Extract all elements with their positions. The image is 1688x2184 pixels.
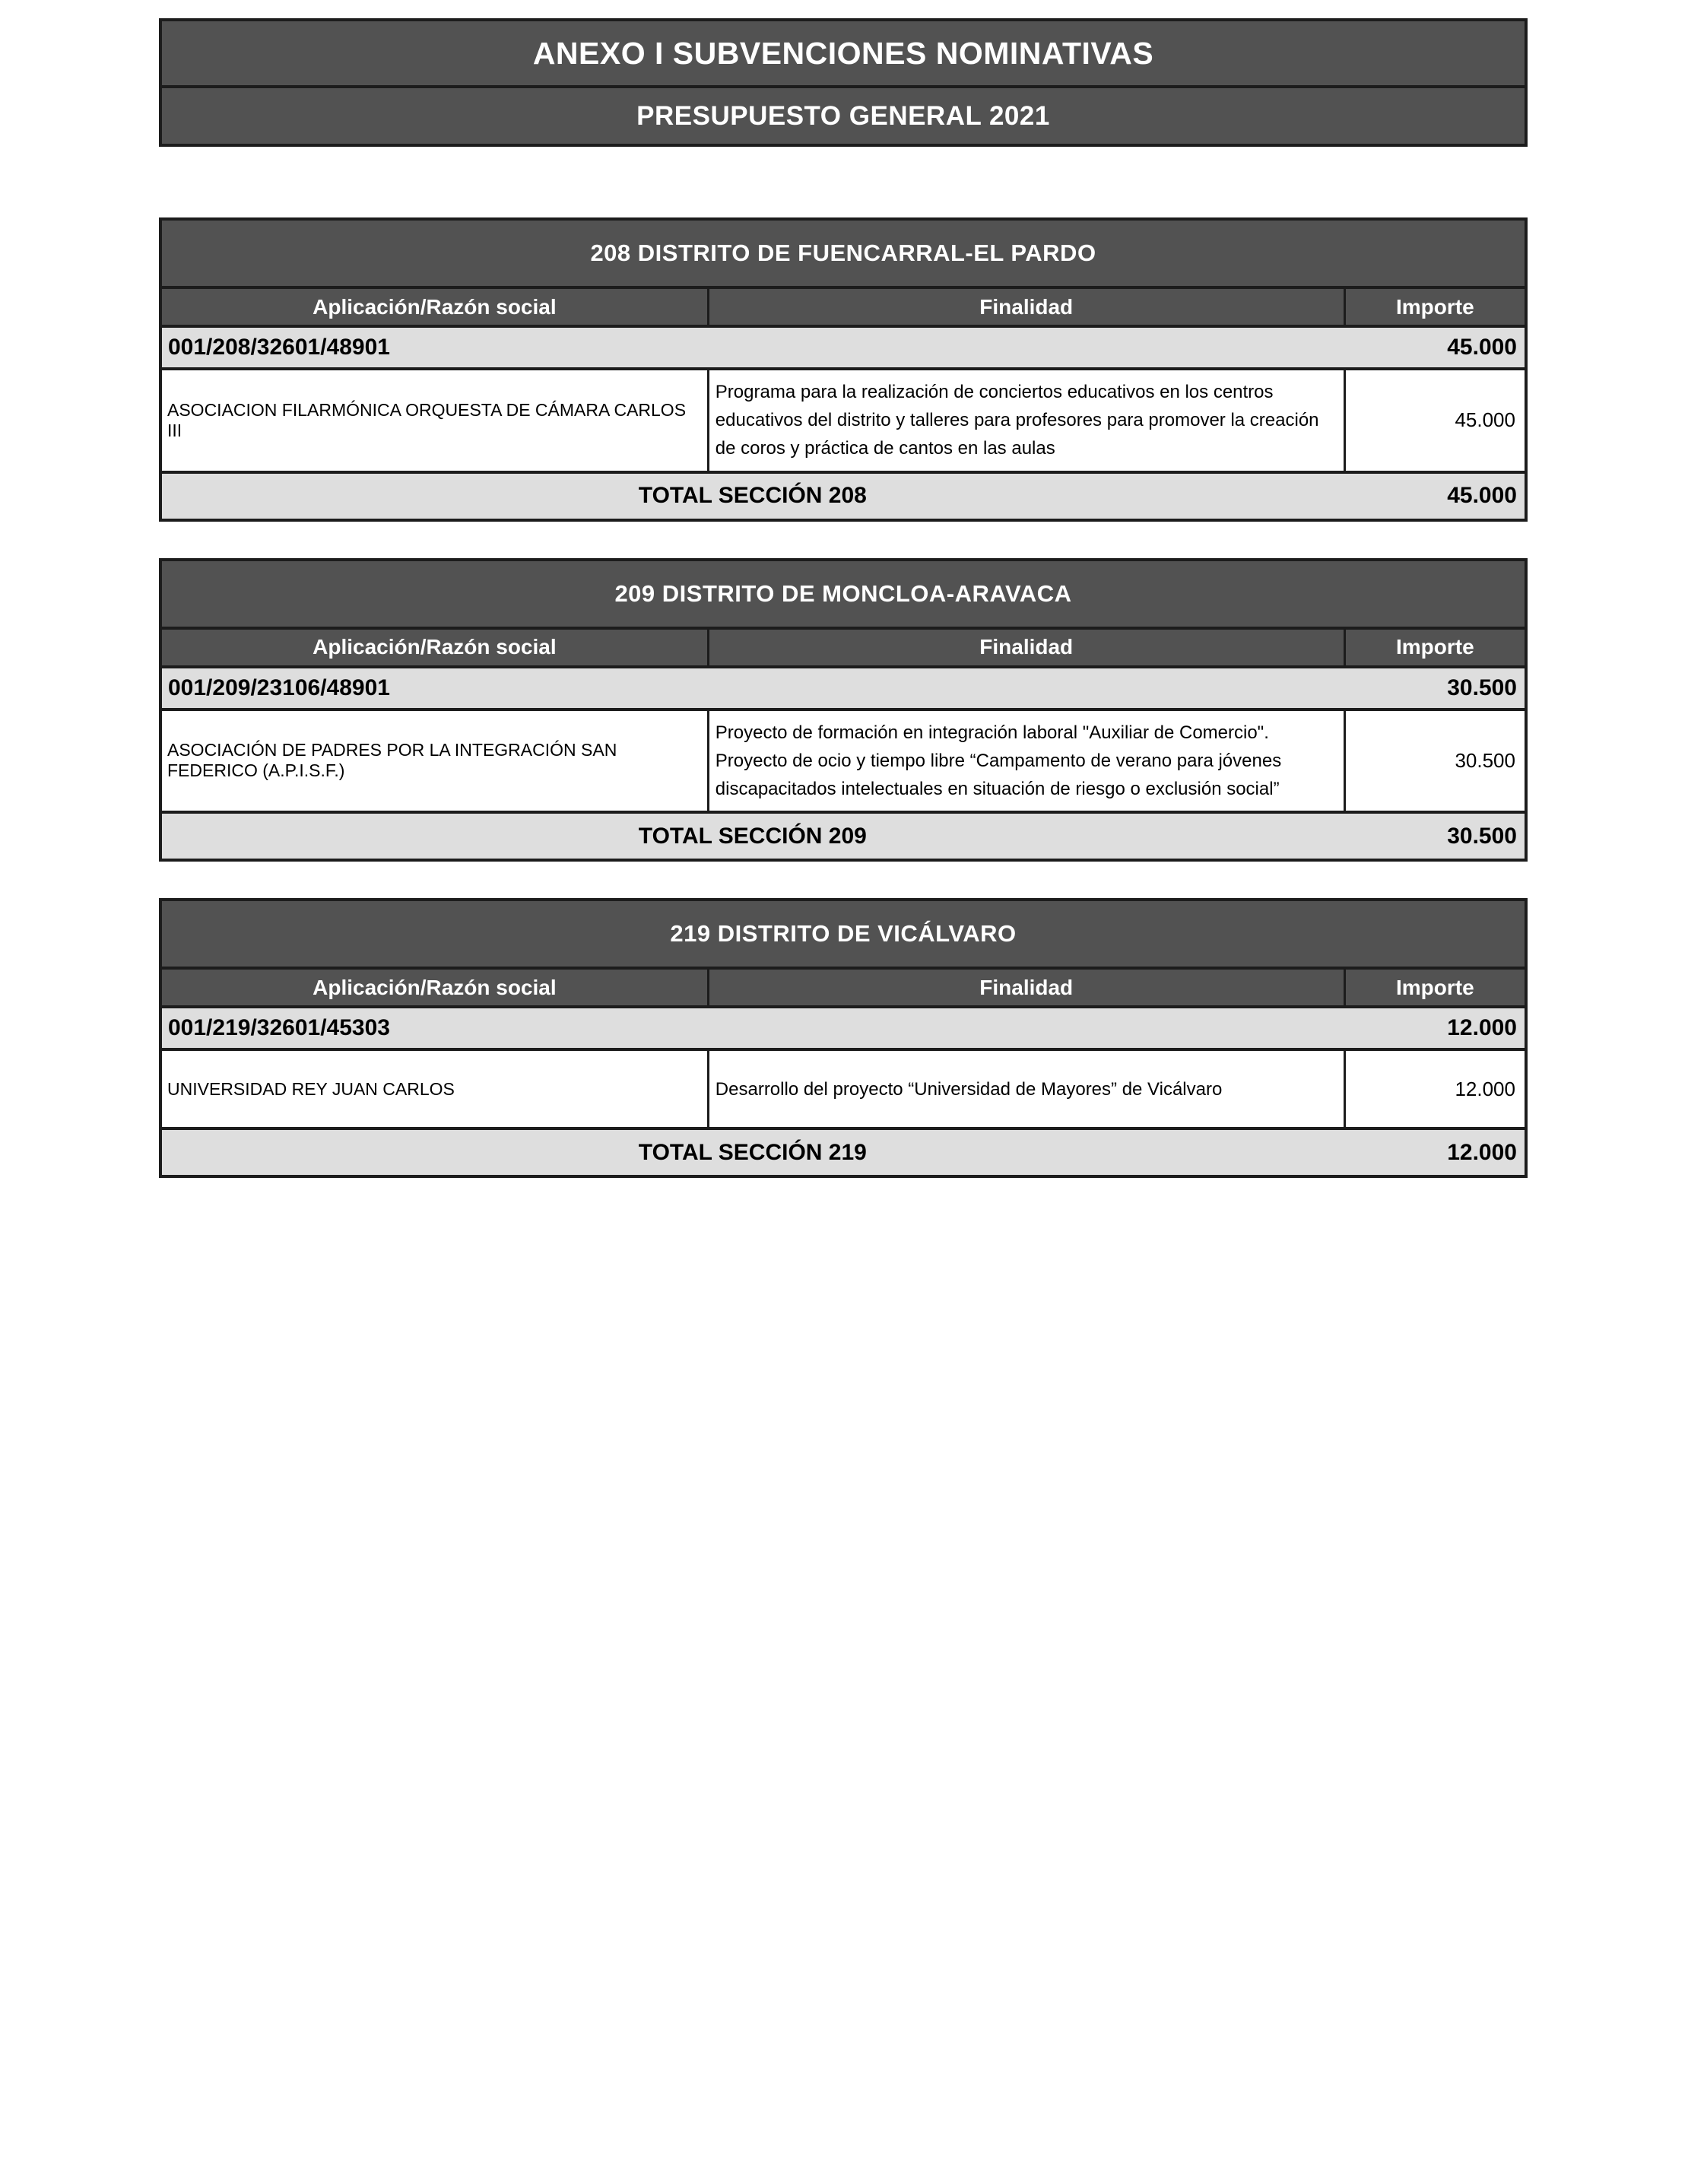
section-total-row: [162, 1130, 1525, 1175]
section-table-208: [159, 217, 1528, 522]
section-title: 209 DISTRITO DE MONCLOA-ARAVACA: [162, 561, 1525, 630]
column-header-row: [162, 289, 1525, 328]
section-total-label: TOTAL SECCIÓN 209: [638, 823, 867, 849]
budget-line-amount: 45.000: [1447, 335, 1517, 360]
grant-entity: ASOCIACIÓN DE PADRES POR LA INTEGRACIÓN SAN FEDERICO (A.P.I.S.F.): [167, 740, 617, 781]
column-header-amount: Importe: [1344, 289, 1525, 325]
section-title: 208 DISTRITO DE FUENCARRAL-EL PARDO: [162, 221, 1525, 289]
grant-row: [162, 711, 1525, 814]
budget-line-code: 001/208/32601/48901: [168, 335, 390, 360]
column-header-application: Aplicación/Razón social: [313, 294, 557, 319]
section-total-amount: 30.500: [1447, 823, 1517, 849]
document-subtitle: PRESUPUESTO GENERAL 2021: [636, 100, 1050, 131]
grant-row: [162, 1051, 1525, 1130]
column-header-application: Aplicación/Razón social: [313, 975, 557, 999]
grant-purpose: Programa para la realización de conciertos educativos en los centros educativos del distrito y talleres para profesores para promover la creación de coros y práctica de cantos en las aulas: [707, 370, 1344, 471]
column-header-application: Aplicación/Razón social: [313, 635, 557, 659]
budget-line-row: [162, 668, 1525, 711]
grant-amount: 30.500: [1344, 711, 1525, 811]
budget-line-amount: 12.000: [1447, 1015, 1517, 1041]
section-table-209: [159, 558, 1528, 862]
grant-purpose: Desarrollo del proyecto “Universidad de Mayores” de Vicálvaro: [707, 1051, 1344, 1127]
column-header-purpose: Finalidad: [707, 970, 1344, 1005]
section-title: 219 DISTRITO DE VICÁLVARO: [162, 901, 1525, 970]
section-table-219: [159, 898, 1528, 1178]
budget-line-amount: 30.500: [1447, 675, 1517, 700]
grant-row: [162, 370, 1525, 474]
section-total-label: TOTAL SECCIÓN 208: [638, 483, 867, 509]
column-header-purpose: Finalidad: [707, 289, 1344, 325]
section-total-amount: 12.000: [1447, 1139, 1517, 1165]
section-total-label: TOTAL SECCIÓN 219: [638, 1139, 867, 1165]
budget-line-row: [162, 328, 1525, 370]
budget-line-code: 001/219/32601/45303: [168, 1015, 390, 1041]
column-header-purpose: Finalidad: [707, 630, 1344, 665]
column-header-row: [162, 970, 1525, 1008]
column-header-amount: Importe: [1344, 630, 1525, 665]
document-page: [159, 0, 1528, 1178]
grant-entity: UNIVERSIDAD REY JUAN CARLOS: [167, 1078, 455, 1099]
budget-line-code: 001/209/23106/48901: [168, 675, 390, 700]
document-header: [159, 18, 1528, 147]
section-total-row: [162, 474, 1525, 519]
column-header-amount: Importe: [1344, 970, 1525, 1005]
grant-purpose: Proyecto de formación en integración laboral "Auxiliar de Comercio". Proyecto de ocio y tiempo libre “Campamento de verano para jóvenes discapacitados intelectuales en situación de riesgo o exclusión social”: [707, 711, 1344, 811]
grant-amount: 12.000: [1344, 1051, 1525, 1127]
grant-entity: ASOCIACION FILARMÓNICA ORQUESTA DE CÁMARA CARLOS III: [167, 399, 687, 440]
section-total-amount: 45.000: [1447, 483, 1517, 509]
column-header-row: [162, 630, 1525, 668]
budget-line-row: [162, 1008, 1525, 1051]
document-title: ANEXO I SUBVENCIONES NOMINATIVAS: [162, 21, 1525, 88]
grant-amount: 45.000: [1344, 370, 1525, 471]
section-total-row: [162, 814, 1525, 859]
